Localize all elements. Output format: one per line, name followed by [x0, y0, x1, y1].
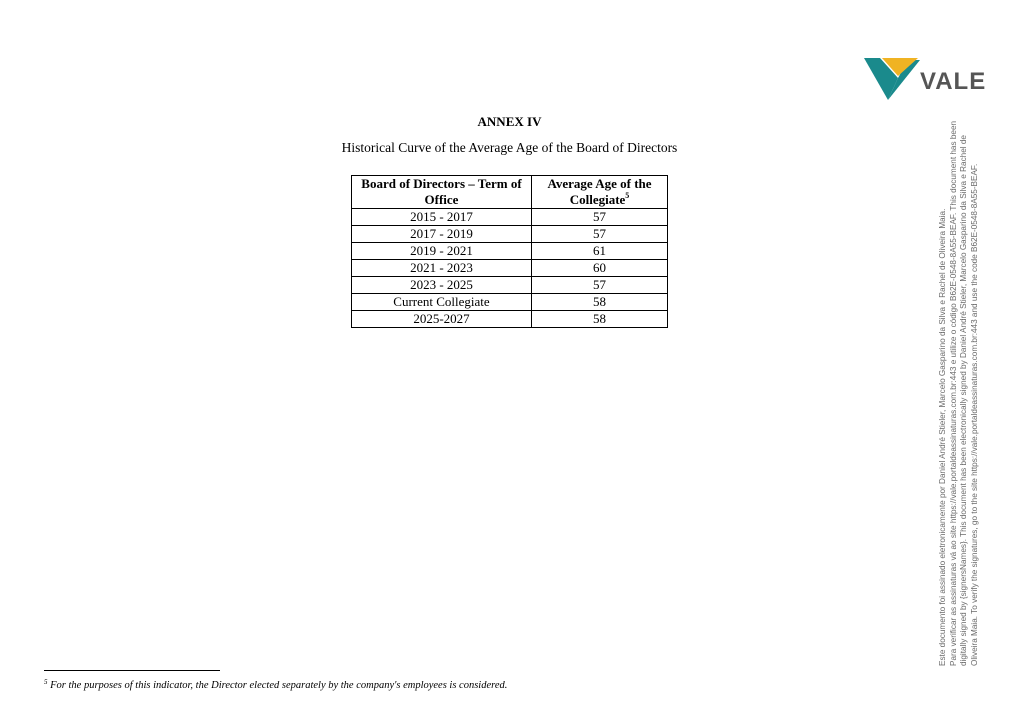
table-row — [352, 294, 668, 311]
stamp-line: Oliveira Maia. To verify the signatures, go to the site https://vale.portaldeassinaturas.com.br:443 and use the code B62E-0548-8A55-BEAF. — [969, 163, 979, 666]
footnote-ref: 5 — [625, 191, 630, 200]
term-cell: 2025-2027 — [352, 311, 532, 328]
header-term: Board of Directors – Term of Office — [352, 176, 532, 209]
footnote — [44, 680, 507, 691]
term-cell: 2019 - 2021 — [352, 243, 532, 260]
term-cell: 2021 - 2023 — [352, 260, 532, 277]
term-cell: 2015 - 2017 — [352, 209, 532, 226]
annex-title: ANNEX IV — [477, 114, 542, 129]
footnote-marker: 5 — [44, 678, 48, 686]
age-cell: 58 — [532, 311, 668, 328]
stamp-line: digitally signed by {signersNames}. This document has been electronically signed by Daniel André Stieler, Marcelo Gasparino da Silva e Rachel de — [959, 135, 969, 666]
age-cell: 60 — [532, 260, 668, 277]
vale-v-icon — [862, 56, 922, 102]
term-cell: 2017 - 2019 — [352, 226, 532, 243]
table-row — [352, 209, 668, 226]
table-row — [352, 226, 668, 243]
table-header-row — [352, 176, 668, 209]
electronic-signature-stamp — [938, 6, 980, 666]
header-average-age-label: Average Age of the Collegiate — [547, 176, 652, 207]
term-cell: Current Collegiate — [352, 294, 532, 311]
age-cell: 58 — [532, 294, 668, 311]
annex-subtitle: Historical Curve of the Average Age of the Board of Directors — [341, 140, 678, 155]
table-row — [352, 260, 668, 277]
stamp-line: Para verificar as assinaturas vá ao site https://vale.portaldeassinaturas.com.br:443 e utilize o código B62E-0548-8A55-BEAF. This document has been — [948, 120, 958, 666]
average-age-table — [351, 175, 668, 328]
table-row — [352, 277, 668, 294]
age-cell: 57 — [532, 226, 668, 243]
header-average-age — [532, 176, 668, 209]
age-cell: 57 — [532, 277, 668, 294]
age-cell: 61 — [532, 243, 668, 260]
table-row — [352, 243, 668, 260]
term-cell: 2023 - 2025 — [352, 277, 532, 294]
table-row — [352, 311, 668, 328]
footnote-text: For the purposes of this indicator, the Director elected separately by the company's employees is considered. — [50, 680, 508, 691]
age-cell: 57 — [532, 209, 668, 226]
logo-text: VALE — [920, 68, 987, 95]
footnote-divider — [44, 670, 220, 671]
stamp-line: Este documento foi assinado eletronicamente por Daniel André Stieler, Marcelo Gasparino da Silva e Rachel de Oliveira Maia. — [938, 208, 947, 666]
